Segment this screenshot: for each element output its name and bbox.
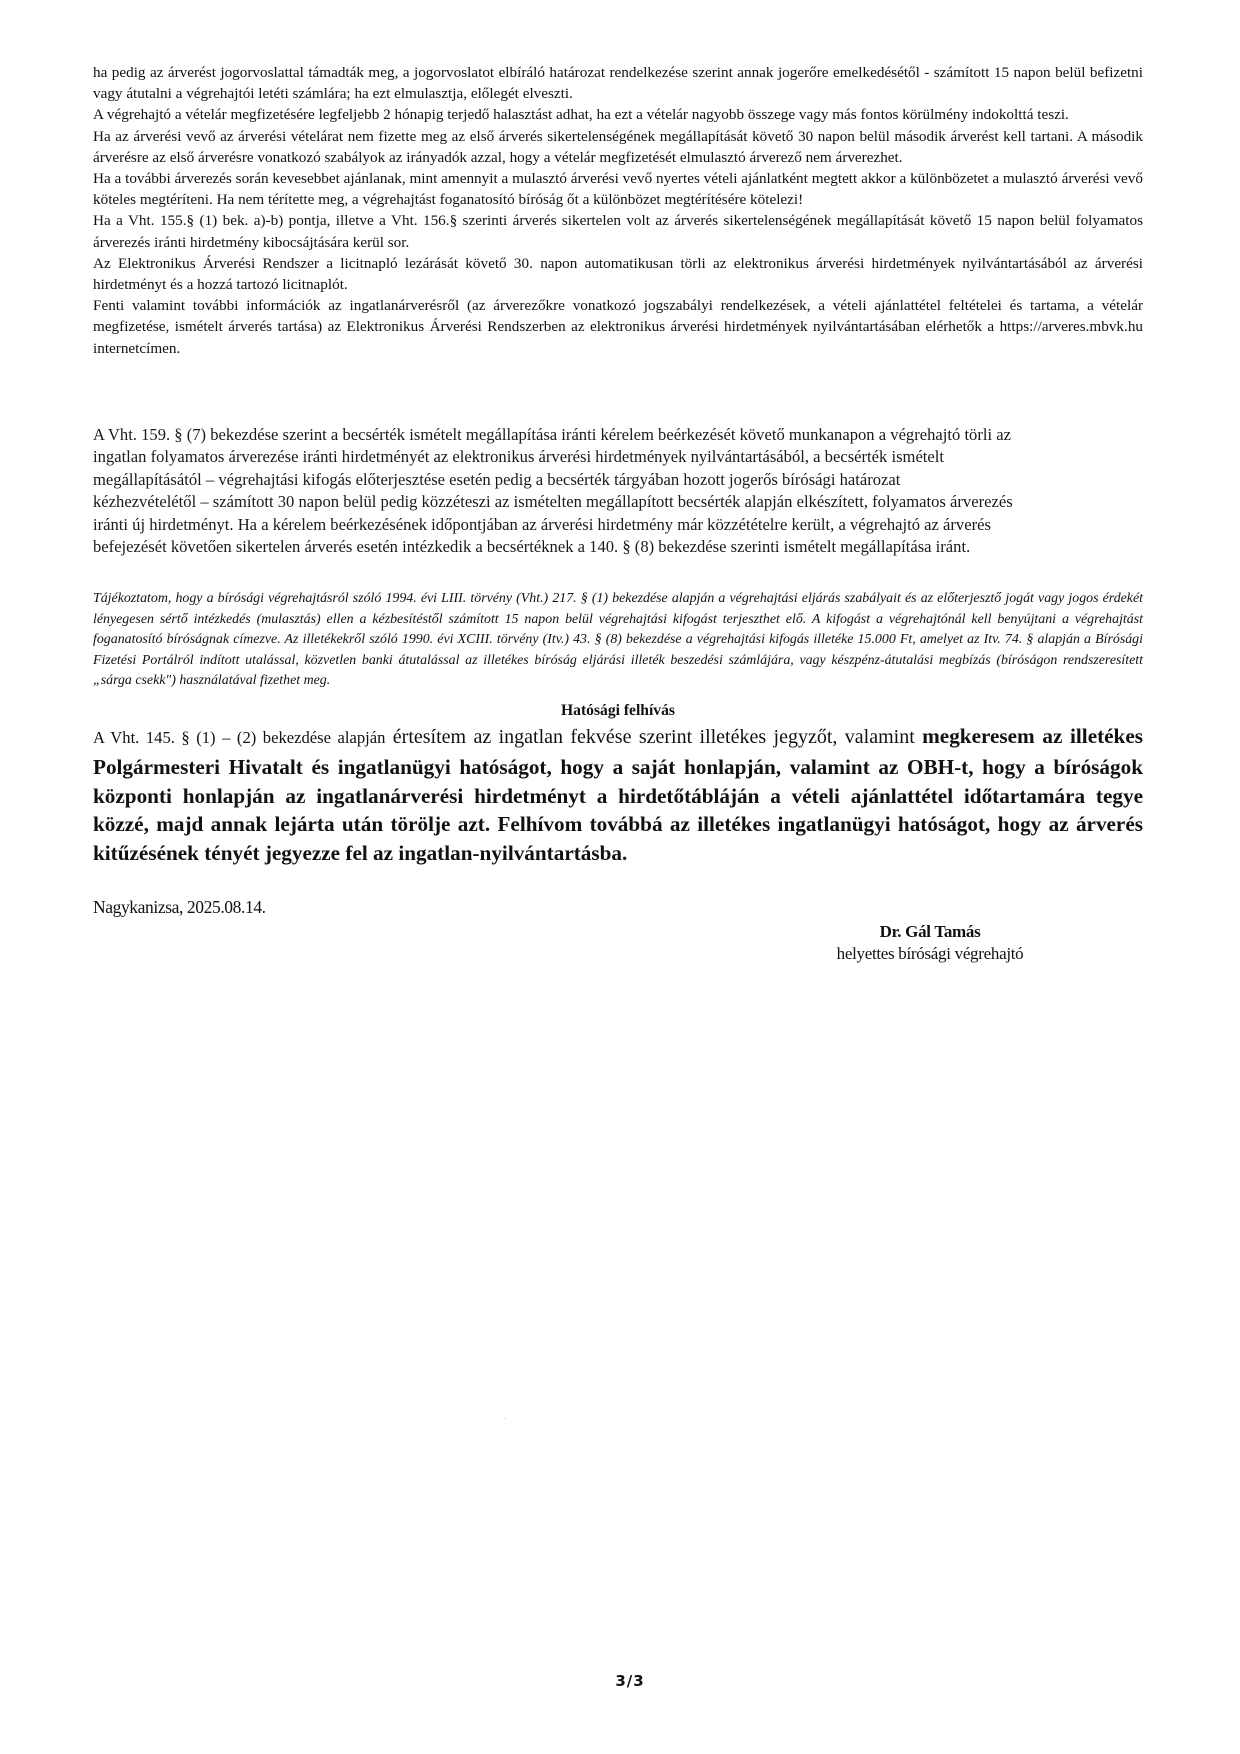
place-and-date: Nagykanizsa, 2025.08.14. xyxy=(93,897,266,917)
paragraph-electronic-system: Az Elektronikus Árverési Rendszer a licitnapló lezárását követő 30. napon automatikusan törli az elektronikus árverési hirdetmények nyilvántartásából az árverési hirdetményt és a hozzá tartozó licitnaplót. xyxy=(93,254,1143,294)
vht159-line: iránti új hirdetményt. Ha a kérelem beérkezésének időpontjában az árverési hirdetmény már közzétételre került, a végrehajtó az árverés xyxy=(93,514,991,534)
vht159-line: befejezését követően sikertelen árverés esetén intézkedik a becsértéknek a 140. § (8) bekezdése szerinti ismételt megállapítása iránt. xyxy=(93,537,971,557)
signature-block xyxy=(780,922,1080,964)
vht159-section xyxy=(93,424,1143,558)
vht159-line: ingatlan folyamatos árverezése iránti hirdetményét az elektronikus árverési hirdetmények nyilvántartásából, a becsérték ismételt xyxy=(93,447,945,467)
notice-text: Tájékoztatom, hogy a bírósági végrehajtásról szóló 1994. évi LIII. törvény (Vht.) 217. § (1) bekezdése alapján a végrehajtási eljárás szabályait és az előterjesztő jogát vagy jogos érdekét lényegesen sértő intézkedés (mulasztás) ellen a kézbesítéstől számított 15 napon belül végrehajtási kifogást terjeszthet elő. A kifogást a végrehajtónál kell benyújtani a végrehajtást foganatosító bíróságnak címezve. Az illetékekről szóló 1990. évi XCIII. törvény (Itv.) 43. § (8) bekezdése a végrehajtási kifogás illetéke 15.000 Ft, amelyet az Itv. 74. § alapján a Bírósági Fizetési Portálról indított utalással, közvetlen banki átutalással az illetékes bíróság eljárási illeték beszedési számlájára, vagy készpénz-átutalási megbízás (bíróságon rendszeresített „sárga csekk") használatával fizethet meg. xyxy=(93,591,1143,689)
vht159-line: megállapításától – végrehajtási kifogás előterjesztése esetén pedig a becsérték tárgyában hozott jogerős bírósági határozat xyxy=(93,469,901,489)
authority-request-heading: Hatósági felhívás xyxy=(561,702,675,719)
paragraph-deposit-forfeit: ha pedig az árverést jogorvoslattal támadták meg, a jogorvoslatot elbíráló határozat rendelkezése szerint annak jogerőre emelkedésétől - számított 15 napon belül befizetni vagy átutalni a végrehajtói letéti számlára; ha ezt elmulasztja, előlegét elveszti. xyxy=(93,64,1143,103)
page-number: 3/3 xyxy=(615,1672,645,1690)
legal-remedy-notice xyxy=(93,589,1143,692)
paragraph-payment-deferral: A végrehajtó a vételár megfizetésére legfeljebb 2 hónapig terjedő halasztást adhat, ha ezt a vételár nagyobb összege vagy más fontos körülmény indokolttá teszi. xyxy=(93,106,1069,124)
signatory-name: Dr. Gál Tamás xyxy=(879,922,981,941)
paragraph-difference-liability: Ha a további árverezés során kevesebbet ajánlanak, mint amennyit a mulasztó árverési vevő nyertes vételi ajánlatként megtett akkor a különbözetet a mulasztó árverési vevő köteles megtéríteni. Ha nem térítette meg, a végrehajtást foganatosító bíróság őt a különbözet megtérítésére kötelezi! xyxy=(93,170,1143,209)
paragraph-further-info: Fenti valamint további információk az ingatlanárverésről (az árverezőkre vonatkozó jogszabályi rendelkezések, a vételi ajánlattétel feltételei és tartama, a vételár megfizetése, ismételt árverés tartása) az Elektronikus Árverési Rendszerben az elektronikus árverési hirdetmények nyilvántartásában elérhetők a https://arveres.mbvk.hu internetcímen. xyxy=(93,297,1143,357)
signatory-role: helyettes bírósági végrehajtó xyxy=(836,944,1024,963)
request-bold-text: megkeresem az illetékes Polgármesteri Hivatalt és ingatlanügyi hatóságot, hogy a saját honlapján, valamint az OBH-t, hogy a bíróságok központi honlapján az ingatlanárverési hirdetményt a hirdetőtábláján a vételi ajánlattétel időtartamára tegye közzé, majd annak lejárta után törölje azt. Felhívom továbbá az illetékes ingatlanügyi hatóságot, hogy az árverés kitűzésének tényét jegyezze fel az ingatlan-nyilvántartásba. xyxy=(93,724,1143,866)
paragraph-continuous-auction: Ha a Vht. 155.§ (1) bek. a)-b) pontja, illetve a Vht. 156.§ szerinti árverés sikertelen volt az árverés sikertelenségének megállapítását követő 15 napon belül folyamatos árverezés iránti hirdetmény kibocsájtására kerül sor. xyxy=(93,212,1143,251)
auction-rules-section xyxy=(93,62,1143,359)
paragraph-second-auction: Ha az árverési vevő az árverési vételárat nem fizette meg az első árverés sikertelenségének megállapítását követő 30 napon belül második árverést kell tartani. A második árverésre az első árverésre vonatkozó szabályok az irányadók azzal, hogy a vételár megfizetését elmulasztó árverező nem árverezhet. xyxy=(93,127,1143,166)
request-notification: értesítem az ingatlan fekvése szerint illetékes jegyzőt, valamint xyxy=(385,726,923,748)
authority-request-body xyxy=(93,722,1143,868)
vht159-line: A Vht. 159. § (7) bekezdése szerint a becsérték ismételt megállapítása iránti kérelem beérkezését követő munkanapon a végrehajtó törli az xyxy=(93,425,1011,444)
scan-speck xyxy=(504,1418,505,1419)
request-lead: A Vht. 145. § (1) – (2) bekezdése alapján xyxy=(93,728,386,747)
vht159-line: kézhezvételétől – számított 30 napon belül pedig közzéteszi az ismételten megállapított becsérték alapján elkészített, folyamatos árverezés xyxy=(93,492,1013,512)
